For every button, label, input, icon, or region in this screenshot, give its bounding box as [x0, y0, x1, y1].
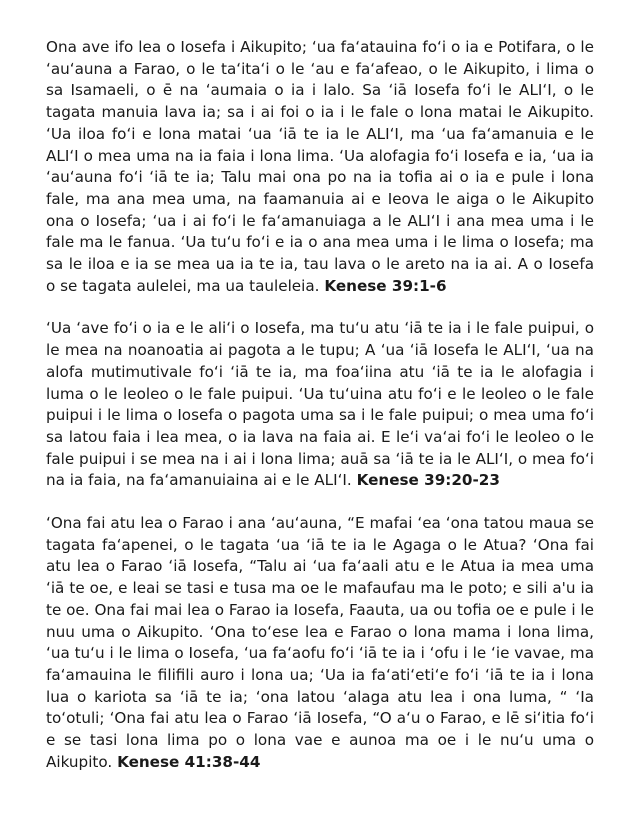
- passage-paragraph-2: [46, 318, 594, 492]
- passage-paragraph-3: [46, 513, 594, 773]
- passage-reference-1: Kenese 39:1-6: [324, 276, 447, 295]
- passage-reference-2: Kenese 39:20-23: [356, 471, 500, 490]
- passage-text-2: ʻUa ʻave foʻi o ia e le aliʻi o Iosefa, ma tuʻu atu ʻiā te ia i le fale puipui, o le mea na noanoatia ai pagota a le tupu; A ʻua ʻiā Iosefa le ALIʻI, ʻua na alofa mutimutivale foʻi ʻiā te ia, ma foaʻiina atu ʻiā te ia le alofagia i luma o le leoleo o le fale puipui. ʻUa tuʻuina atu foʻi e le leoleo o le fale puipui i le lima o Iosefa o pagota uma sa i le fale puipui; o mea uma foʻi sa latou faia i lea mea, o ia lava na faia ai. E leʻi vaʻai foʻi le leoleo o le fale puipui i se mea na i ai i lona lima; auā sa ʻiā te ia le ALIʻI, o mea foʻi na ia faia, na faʻamanuiaina ai e le ALIʻI.: [46, 319, 594, 490]
- passage-paragraph-1: [46, 37, 594, 297]
- passage-text-1: Ona ave ifo lea o Iosefa i Aikupito; ʻua faʻatauina foʻi o ia e Potifara, o le ʻauʻauna a Farao, o le taʻitaʻi o le ʻau e faʻafeao, o le Aikupito, i lima o sa Isamaeli, o ē na ʻaumaia o ia i lalo. Sa ʻiā Iosefa foʻi le ALIʻI, o le tagata manuia lava ia; sa i ai foi o ia i le fale o lona matai le Aikupito. ʻUa iloa foʻi e lona matai ʻua ʻiā te ia le ALIʻI, ma ʻua faʻamanuia e le ALIʻI o mea uma na ia faia i lona lima. ʻUa alofagia foʻi Iosefa e ia, ʻua ia ʻauʻauna foʻi ʻiā te ia; Talu mai ona po na ia tofia ai o ia e pule i lona fale, ma ana mea uma, na faamanuia ai e Ieova le aiga o le Aikupito ona o Iosefa; ʻua i ai foʻi le faʻamanuiaga a le ALIʻI i ana mea uma i le fale ma le fanua. ʻUa tuʻu foʻi e ia o ana mea uma i le lima o Iosefa; ma sa le iloa e ia se mea ua ia te ia, tau lava o le areto na ia ai. A o Iosefa o se tagata aulelei, ma ua tauleleia.: [46, 38, 594, 295]
- scripture-document: [46, 37, 594, 795]
- passage-text-3: ʻOna fai atu lea o Farao i ana ʻauʻauna, “E mafai ʻea ʻona tatou maua se tagata faʻapenei, o le tagata ʻua ʻiā te ia le Agaga o le Atua? ʻOna fai atu lea o Farao ʻiā Iosefa, “Talu ai ʻua faʻaali atu e le Atua ia mea uma ʻiā te oe, e leai se tasi e tusa ma oe le mafaufau ma le poto; e sili a'u ia te oe. Ona fai mai lea o Farao ia Iosefa, Faauta, ua ou tofia oe e pule i le nuu uma o Aikupito. ʻOna toʻese lea e Farao o lona mama i lona lima, ʻua tuʻu i le lima o Iosefa, ʻua faʻaofu foʻi ʻiā te ia i ʻofu i le ʻie vavae, ma faʻamauina le filifili auro i lona ua; ʻUa ia faʻatiʻetiʻe foʻi ʻiā te ia i lona lua o kariota sa ʻiā te ia; ʻona latou ʻalaga atu lea i ona luma, “ ʻIa toʻotuli; ʻOna fai atu lea o Farao ʻiā Iosefa, “O aʻu o Farao, e lē siʻitia foʻi e se tasi lona lima po o lona vae e aunoa ma oe i le nuʻu uma o Aikupito.: [46, 514, 594, 771]
- passage-reference-3: Kenese 41:38-44: [117, 752, 261, 771]
